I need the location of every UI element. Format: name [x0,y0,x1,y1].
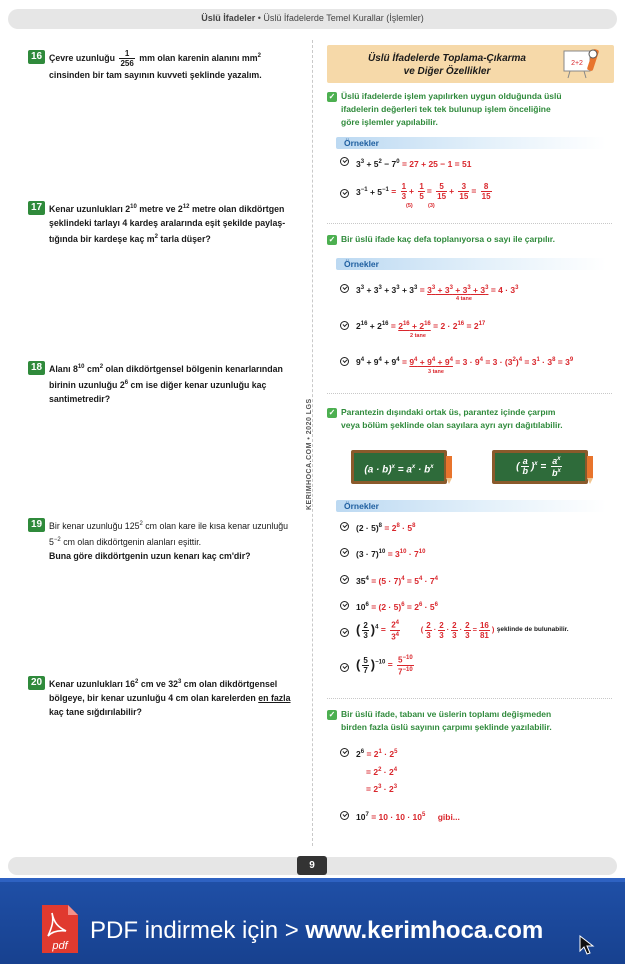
question-19-text: Bir kenar uzunluğu $125^2$ cm olan kare ile kısa kenar uzunluğu $5^{-2}$ cm olan dikdörtgenin alanları eşittir. Buna göre dikdörtgenin uzun kenarı kaç cm'dir? [49,520,289,561]
pdf-file-icon [40,903,80,955]
rule-1: Üslü ifadelerde işlem yapılırken uygun olduğunda üslü ifadelerin değerleri tek tek bulunup işlem önceliğine göre işlemler yapılabilir. [341,91,562,127]
check-circle-icon [340,575,349,584]
check-icon: ✓ [328,235,336,244]
pencil-icon [585,456,595,484]
check-icon: ✓ [328,92,336,101]
example-13: $10^7 = 10 \cdot 10 \cdot 10^5$ gibi... [356,811,460,822]
check-circle-icon [340,522,349,531]
example-12-line2: = $2^2 \cdot 2^4$ [366,766,398,777]
rule-4: Bir üslü ifade, tabanı ve üslerin toplamı değişmeden birden fazla üslü sayının çarpımı şeklinde yazılabilir. [341,709,552,732]
example-9: $10^6 = (2 \cdot 5)^6 = 2^6 \cdot 5^6$ [356,601,438,612]
question-16-text: Çevre uzunluğu $\frac{1}{256}$ mm olan karenin alanını $mm^2$ cinsinden bir tam sayının kuvveti şeklinde yazalım. [49,49,262,81]
example-4: $2^{16} + 2^{16} = 2^{16} + 2^{16} = 2 \cdot 2^{16} = 2^{17}$ [356,320,486,331]
mouse-pointer-icon [579,935,595,955]
question-number: 20 [28,676,45,690]
example-7: $(3 \cdot 7)^{10} = 3^{10} \cdot 7^{10}$ [356,548,426,559]
examples-header: Örnekler [336,500,606,512]
separator [327,698,612,699]
example-1: $3^3 + 5^2 - 7^0 = 27 + 25 - 1 = 51$ [356,158,472,169]
page-number: 9 [297,856,327,875]
example-6: $(2 \cdot 5)^8 = 2^8 \cdot 5^8$ [356,522,416,533]
svg-text:pdf: pdf [52,940,68,952]
example-5: $9^4 + 9^4 + 9^4 = 9^4 + 9^4 + 9^4 = 3 \cdot 9^4 = 3 \cdot (3^2)^4 = 3^1 \cdot 3^8 = 3^9$ [356,356,574,367]
check-circle-icon [340,189,349,198]
expansion-note: (5) [406,203,413,209]
question-number: 16 [28,50,45,64]
example-11: ( $\frac{5}{7}$ )$^{-10}$ = $\frac{5^{-10}}{7^{-10}}$ [356,655,413,677]
examples-header: Örnekler [336,258,606,270]
count-note: 3 tane [428,369,444,375]
check-icon: ✓ [328,710,336,719]
question-number: 18 [28,361,45,375]
pencil-icon [444,456,454,484]
check-circle-icon [340,811,349,820]
question-number: 17 [28,201,45,215]
question-18-text: Alanı $8^{10}$ $cm^2$ olan dikdörtgensel bölgenin kenarlarından birinin uzunluğu $2^6$ cm ise diğer kenar uzunluğu kaç santimetredir? [49,363,283,404]
count-note: 4 tane [456,296,472,302]
formula-board-quotient: ( $\frac{a}{b}$ )$^x$ = $\frac{a^x}{b^x}$ [492,450,588,484]
question-20-text: Kenar uzunlukları $16^2$ cm ve $32^3$ cm olan dikdörtgensel bölgeye, bir kenar uzunluğu 4 cm olan karelerden en fazla kaç tane sığdırılabilir? [49,678,291,717]
example-8: $35^4 = (5 \cdot 7)^4 = 5^4 \cdot 7^4$ [356,575,438,586]
check-circle-icon [340,601,349,610]
question-17-text: Kenar uzunlukları $2^{10}$ metre ve $2^{12}$ metre olan dikdörtgen şeklindeki tarlayı 4 kardeş aralarında eşit şekilde paylaş- tığında bir kardeşe kaç $m^2$ tarla düşer? [49,203,286,244]
example-10: ( $\frac{2}{3}$ )$^4$ = $\frac{2^4}{3^4}$ ( $\frac{2}{3}$ · $\frac{2}{3}$ · $\frac{2}{3}$ · $\frac{2}{3}$ = $\frac{16}{81}$ ) şeklinde de bulunabilir. [356,620,569,642]
check-circle-icon [340,548,349,557]
whiteboard-pencil-icon [562,45,602,81]
examples-header: Örnekler [336,137,606,149]
example-2: $3^{-1} + 5^{-1}$ = $\frac{1}{3}$ + $\frac{1}{5}$ = $\frac{5}{15}$ + $\frac{3}{15}$ = $\frac{8}{15}$ [356,182,491,201]
example-12: $2^6 = 2^1 \cdot 2^5$ [356,748,398,759]
separator [327,223,612,224]
fraction: $\frac{1}{256}$ [120,49,134,69]
expansion-note: (3) [428,203,435,209]
question-number: 19 [28,518,45,532]
rule-3: Parantezin dışındaki ortak üs, parantez içinde çarpım veya bölüm şeklinde olan sayılara ayrı ayrı dağıtılabilir. [341,407,563,430]
check-circle-icon [340,321,349,330]
example-12-line3: = $2^3 \cdot 2^3$ [366,783,398,794]
count-note: 2 tane [410,333,426,339]
page-header: Üslü İfadeler • Üslü İfadelerde Temel Kurallar (İşlemler) [201,13,424,23]
check-circle-icon [340,357,349,366]
divider-label: KERIMHOCA.COM • 2020 LGS [306,398,313,510]
check-circle-icon [340,748,349,757]
formula-board-product: $(a \cdot b)^x = a^x \cdot b^x$ [351,450,447,484]
separator [327,393,612,394]
check-circle-icon [340,628,349,637]
svg-text:2+2: 2+2 [571,60,583,67]
banner-link[interactable]: PDF indirmek için > www.kerimhoca.com [90,917,544,944]
check-circle-icon [340,284,349,293]
section-title: Üslü İfadelerde Toplama-Çıkarma ve Diğer Özellikler [367,53,526,77]
example-3: $3^3 + 3^3 + 3^3 + 3^3 = 3^3 + 3^3 + 3^3 + 3^3 = 4 \cdot 3^3$ [356,284,519,295]
rule-2: Bir üslü ifade kaç defa toplanıyorsa o sayı ile çarpılır. [341,234,555,244]
check-circle-icon [340,157,349,166]
check-circle-icon [340,663,349,672]
check-icon: ✓ [328,408,336,417]
